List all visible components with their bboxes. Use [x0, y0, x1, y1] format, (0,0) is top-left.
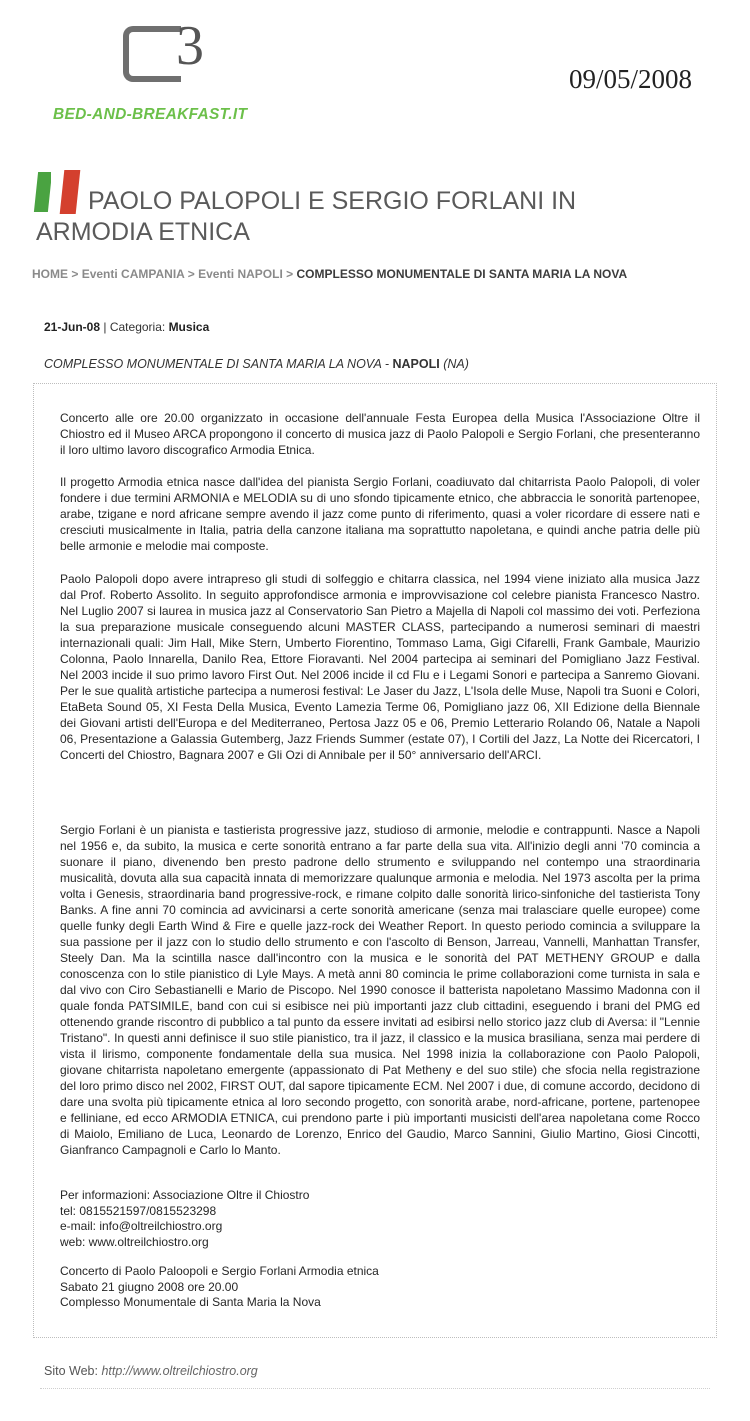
- article-paragraph: Concerto alle ore 20.00 organizzato in occasione dell'annuale Festa Europea della Musica l'Associazione Oltre il Chiostro ed il Museo ARCA propongono il concerto di musica jazz di Paolo Palopoli e Sergio Forlani, che presenteranno il loro ultimo lavoro discografico Armodia Etnica.: [60, 411, 700, 457]
- article-meta: [44, 320, 209, 334]
- logo-mark-digit: 3: [176, 15, 198, 77]
- event-venue-line: Complesso Monumentale di Santa Maria la Nova: [60, 1295, 321, 1309]
- contact-info: [60, 1188, 309, 1250]
- province-code: (NA): [443, 357, 469, 371]
- logo-text: BED-AND-BREAKFAST.IT: [53, 106, 248, 123]
- breadcrumb-eventi-napoli[interactable]: Eventi NAPOLI: [198, 267, 283, 281]
- event-location: [44, 357, 469, 371]
- website-label: Sito Web:: [44, 1364, 98, 1378]
- article-paragraph: Paolo Palopoli dopo avere intrapreso gli studi di solfeggio e chitarra classica, nel 1994 viene iniziato alla musica Jazz dal Prof. Roberto Assolito. In seguito approfondisce armonia e improvvisazione col celebre pianista Francesco Nastro. Nel Luglio 2007 si laurea in musica jazz al Conservatorio San Pietro a Majella di Napoli col massimo dei voti. Perfeziona la sua preparazione musicale conseguendo alcuni MASTER CLASS, partecipando a numerosi seminari di maestri internazionali quali: Jim Hall, Mike Stern, Umberto Fiorentino, Tommaso Lama, Gigi Cifarelli, Frank Gambale, Maurizio Colonna, Paolo Innarella, Danilo Rea, Ettore Fioravanti. Nel 2004 partecipa ai seminari del Pomigliano Jazz Festival. Nel 2003 incide il suo primo lavoro First Out. Nel 2006 incide il cd Flu e i Legami Sonori e partecipa a Sanremo Giovani. Per le sue qualità artistiche partecipa a numerosi festival: Le Jaser du Jazz, L'Isola delle Muse, Napoli tra Suoni e Colori, EtaBeta Sound 05, XI Festa Della Musica, Evento Lamezia Terme 06, Pomigliano jazz 06, XII Edizione della Biennale dei Giovani artisti dell'Europa e del Mediterraneo, Pertosa Jazz 05 e 06, Premio Letterario Rolando 06, Natale a Napoli 06, Presentazione a Galassia Gutemberg, Jazz Friends Summer (estate 07), I Cortili del Jazz, La Notte dei Ricercatori, I Concerti del Chiostro, Bagnara 2007 e Gli Ozi di Annibale per il 50° anniversario dell'ARCI.: [60, 572, 700, 762]
- bottom-divider: [40, 1388, 710, 1389]
- event-title-line: Concerto di Paolo Paloopoli e Sergio Forlani Armodia etnica: [60, 1264, 379, 1278]
- category-link[interactable]: Musica: [168, 320, 210, 334]
- breadcrumb-separator: >: [286, 267, 294, 281]
- logo-mark-box: [123, 26, 181, 82]
- website-link[interactable]: http://www.oltreilchiostro.org: [101, 1364, 258, 1378]
- breadcrumb-current: COMPLESSO MONUMENTALE DI SANTA MARIA LA NOVA: [296, 267, 628, 281]
- contact-heading: Per informazioni: Associazione Oltre il Chiostro: [60, 1188, 310, 1202]
- city-name: NAPOLI: [392, 357, 440, 371]
- contact-email[interactable]: e-mail: info@oltreilchiostro.org: [60, 1219, 223, 1233]
- article-title: PAOLO PALOPOLI E SERGIO FORLANI IN ARMODIA ETNICA: [36, 187, 577, 246]
- category-label: Categoria:: [109, 320, 166, 334]
- breadcrumb: [32, 266, 692, 282]
- breadcrumb-separator: >: [187, 267, 195, 281]
- breadcrumb-eventi-campania[interactable]: Eventi CAMPANIA: [81, 267, 185, 281]
- location-dash: -: [384, 357, 389, 371]
- breadcrumb-separator: >: [71, 267, 79, 281]
- article-paragraph: Il progetto Armodia etnica nasce dall'idea del pianista Sergio Forlani, coadiuvato dal chitarrista Paolo Palopoli, di voler fondere i due termini ARMONIA e MELODIA su di uno sfondo tipicamente etnico, che abbraccia le sonorità partenopee, arabe, tzigane e nord africane sempre avendo il jazz come punto di riferimento, quasi a voler ricordare di essere nati e cresciuti musicalmente in Italia, patria della canzone italiana ma soprattutto napoletana, e quindi anche patria delle più belle armonie e melodie mai composte.: [60, 475, 700, 553]
- clipping-date: 09/05/2008: [568, 64, 692, 94]
- contact-phone: tel: 0815521597/0815523298: [60, 1203, 217, 1218]
- venue-name: COMPLESSO MONUMENTALE DI SANTA MARIA LA NOVA: [44, 357, 382, 371]
- contact-web[interactable]: web: www.oltreilchiostro.org: [60, 1234, 209, 1249]
- article-paragraph: Sergio Forlani è un pianista e tastierista progressive jazz, studioso di armonie, melodie e contrappunti. Nasce a Napoli nel 1956 e, da subito, la musica e certe sonorità entrano a far parte della sua vita. All'inizio degli anni '70 comincia a suonare il piano, divenendo ben presto padrone dello strumento e sviluppando nel contempo una straordinaria musicalità, dovuta alla sua capacità innata di memorizzare qualunque armonia e melodia. Nel 1973 ascolta per la prima volta i Genesis, straordinaria band progressive-rock, e rimane colpito dalle sonorità lirico-sinfoniche del tastierista Tony Banks. A fine anni 70 comincia ad avvicinarsi a certe sonorità americane (senza mai tralasciare quelle europee) come quelle funky degli Earth Wind & Fire e quelle jazz-rock dei Weather Report. In questo periodo comincia a sviluppare la sua passione per il jazz con lo studio dello strumento e con l'ascolto di Benson, Jarreau, Vannelli, Manhattan Transfer, Steely Dan. Ma la scintilla nasce dall'incontro con la musica e le sonorità del PAT METHENY GROUP e dalla conoscenza con lo stile pianistico di Lyle Mays. A metà anni 80 comincia le prime collaborazioni come turnista in sala e dal vivo con Ciro Sebastianelli e Mario de Piscopo. Nel 1990 conosce il batterista napoletano Massimo Madonna con il quale fonda PATSIMILE, band con cui si esibisce nei più importanti jazz club cittadini, eseguendo i brani del PMG ed ottenendo grande riscontro di pubblico a tal punto da essere invitati ad esibirsi nello storico jazz club di Aversa: il "Lennie Tristano". In questi anni definisce il suo stile pianistico, tra il jazz, il classico e la musica brasiliana, senza mai perdere di vista il lirismo, componente fondamentale della sua musica. Nel 1998 inizia la collaborazione con Paolo Palopoli, giovane chitarrista napoletano emergente (appassionato di Pat Metheny e del suo stile) che sfocia nella registrazione del loro primo disco nel 2002, FIRST OUT, dal sapore tipicamente ECM. Nel 2007 i due, di comune accordo, decidono di dare una svolta più tipicamente etnica al loro secondo progetto, con sonorità arabe, nord-africane, portene, partenopee e felliniane, ed ecco ARMODIA ETNICA, cui prendono parte i più importanti musicisti dell'area napoletana come Rocco di Maiolo, Emiliano de Luca, Leonardo de Lorenzo, Enrico del Gaudio, Marco Sannini, Giulio Martino, Giosi Cincotti, Gianfranco Campagnoli e Carlo lo Manto.: [60, 823, 700, 1157]
- article-date: 21-Jun-08: [44, 320, 101, 334]
- meta-separator: |: [103, 320, 107, 334]
- event-datetime-line: Sabato 21 giugno 2008 ore 20.00: [60, 1279, 239, 1294]
- event-summary: [60, 1264, 379, 1311]
- site-logo[interactable]: [50, 15, 310, 132]
- breadcrumb-home[interactable]: HOME: [32, 267, 68, 281]
- website-line: [44, 1364, 258, 1378]
